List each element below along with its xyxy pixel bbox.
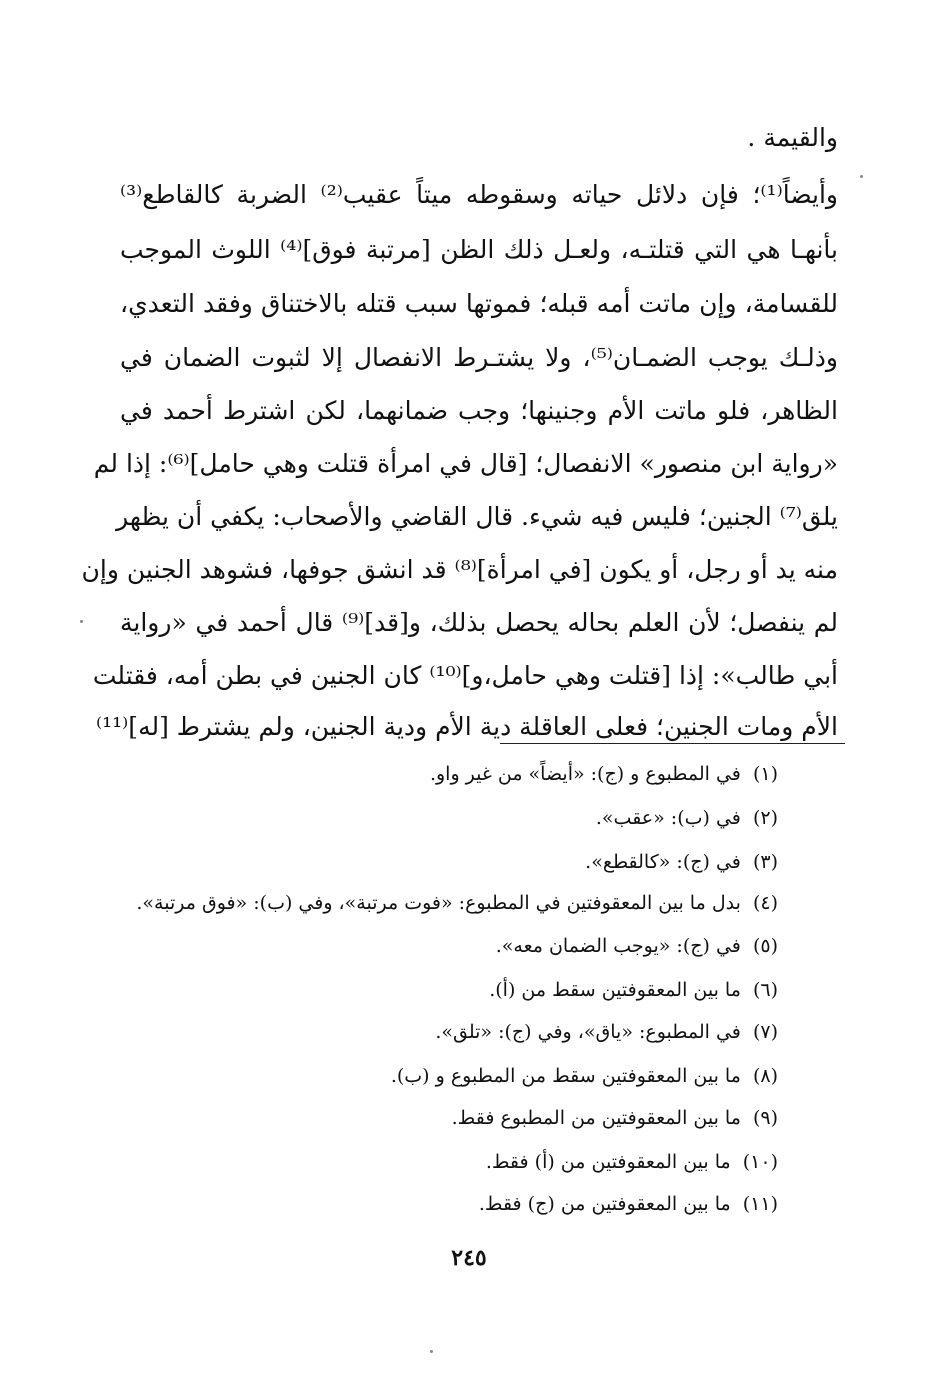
scan-speck [860, 175, 863, 178]
footnote-number: (١١) [742, 1193, 778, 1215]
footnote-number: (٧) [752, 1021, 778, 1043]
footnote-text: في (ج): «يوجب الضمان معه». [495, 935, 741, 957]
footnote-text: ما بين المعقوفتين من (أ) فقط. [485, 1151, 731, 1173]
footnote-number: (٥) [752, 935, 778, 957]
body-line: الأم ومات الجنين؛ فعلى العاقلة دية الأم ودية الجنين، ولم يشترط [له]⁽¹¹⁾ [95, 712, 838, 741]
footnote-number: (٨) [752, 1065, 778, 1087]
footnote-4 [136, 889, 778, 917]
body-line: يلق⁽⁷⁾ الجنين؛ فليس فيه شيء. قال القاضي والأصحاب: يكفي أن يظهر [116, 502, 838, 531]
footnote-1 [430, 760, 778, 788]
footnote-number: (٩) [752, 1107, 778, 1129]
footnote-5 [496, 932, 778, 960]
footnote-text: في (ب): «عقب». [595, 807, 741, 829]
footnote-text: في المطبوع: «ياق»، وفي (ج): «تلق». [435, 1021, 741, 1043]
body-line: «رواية ابن منصور» الانفصال؛ [قال في امرأة قتلت وهي حامل]⁽⁶⁾: إذا لم [93, 449, 838, 478]
footnote-number: (١٠) [742, 1151, 778, 1173]
footnote-text: في (ج): «كالقطع». [585, 851, 741, 873]
body-line: بأنهـا هي التي قتلتـه، ولعـل ذلك الظن [مرتبة فوق]⁽⁴⁾ اللوث الموجب [120, 235, 839, 264]
footnote-7 [435, 1018, 778, 1046]
scan-speck [80, 620, 83, 623]
footnote-number: (١) [752, 763, 778, 785]
footnote-text: ما بين المعقوفتين سقط من المطبوع و (ب). [390, 1065, 741, 1087]
scan-speck [430, 1350, 433, 1353]
footnote-text: في المطبوع و (ج): «أيضاً» من غير واو. [429, 763, 741, 785]
body-line: وذلـك يوجب الضمـان⁽⁵⁾، ولا يشتـرط الانفصال إلا لثبوت الضمان في [120, 343, 838, 372]
footnote-number: (٣) [752, 851, 778, 873]
footnote-text: بدل ما بين المعقوفتين في المطبوع: «فوت مرتبة»، وفي (ب): «فوق مرتبة». [136, 892, 741, 914]
footnote-separator [500, 743, 845, 744]
body-line: للقسامة، وإن ماتت أمه قبله؛ فموتها سبب قتله بالاختناق وفقد التعدي، [120, 289, 838, 318]
footnote-number: (٤) [752, 892, 778, 914]
footnote-number: (٦) [752, 979, 778, 1001]
body-line: والقيمة . [747, 123, 838, 152]
page-number: ٢٤٥ [451, 1245, 487, 1271]
body-line: الظاهر، فلو ماتت الأم وجنينها؛ وجب ضمانهما، لكن اشترط أحمد في [120, 396, 838, 425]
body-line: لم ينفصل؛ لأن العلم بحاله يحصل بذلك، و[قد]⁽⁹⁾ قال أحمد في «رواية [120, 608, 838, 637]
footnote-text: ما بين المعقوفتين سقط من (أ). [489, 979, 741, 1001]
footnote-9 [452, 1104, 778, 1132]
footnote-8 [391, 1062, 778, 1090]
footnote-number: (٢) [752, 807, 778, 829]
footnote-2 [596, 804, 778, 832]
footnote-10 [486, 1148, 778, 1176]
footnote-6 [489, 976, 778, 1004]
footnote-text: ما بين المعقوفتين من المطبوع فقط. [451, 1107, 741, 1129]
body-line: أبي طالب»: إذا [قتلت وهي حامل،و]⁽¹⁰⁾ كان الجنين في بطن أمه، فقتلت [92, 661, 838, 690]
footnote-3 [585, 848, 778, 876]
footnote-text: ما بين المعقوفتين من (ج) فقط. [478, 1193, 731, 1215]
body-line: منه يد أو رجل، أو يكون [في امرأة]⁽⁸⁾ قد انشق جوفها، فشوهد الجنين وإن [81, 555, 838, 584]
footnote-11 [479, 1190, 778, 1218]
body-line: وأيضاً⁽¹⁾؛ فإن دلائل حياته وسقوطه ميتاً عقيب⁽²⁾ الضربة كالقاطع⁽³⁾ [120, 180, 838, 209]
